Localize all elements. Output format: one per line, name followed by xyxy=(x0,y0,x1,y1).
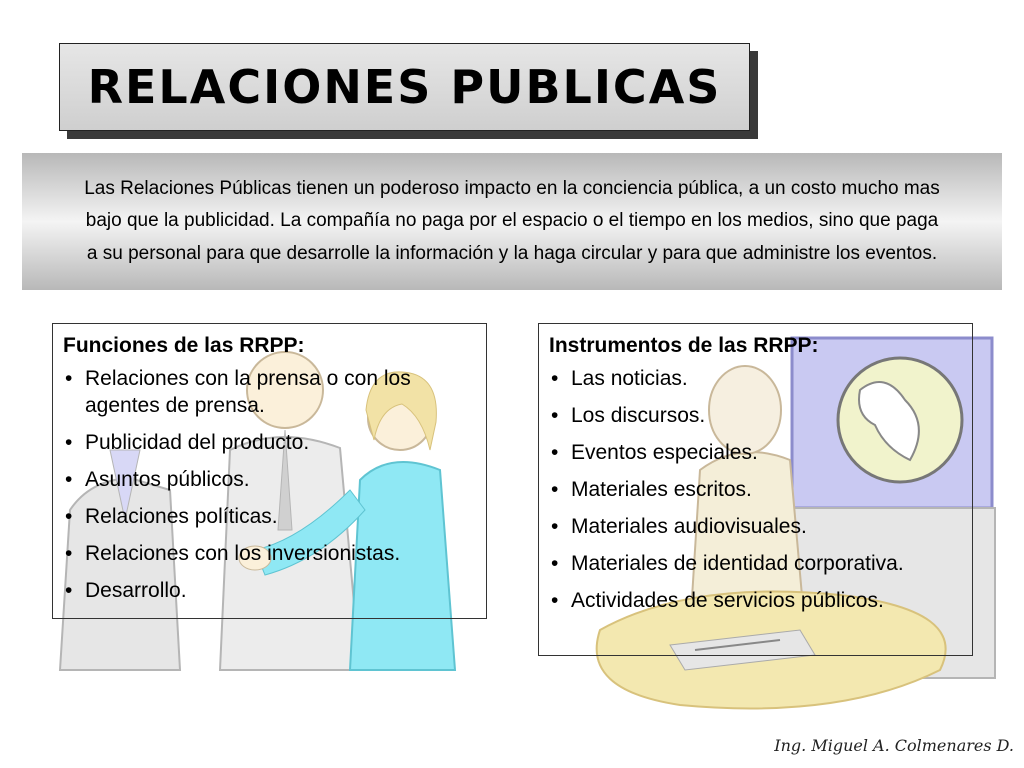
list-item: • Relaciones políticas. xyxy=(63,503,476,530)
list-item: • Relaciones con la prensa o con los agentes de prensa. xyxy=(63,365,476,419)
author-signature: Ing. Miguel A. Colmenares D. xyxy=(774,736,1014,755)
list-item: • Desarrollo. xyxy=(63,577,476,604)
instrumentos-heading: Instrumentos de las RRPP: xyxy=(549,334,819,357)
intro-band xyxy=(22,153,1002,290)
list-item: • Materiales de identidad corporativa. xyxy=(549,550,962,577)
title-box xyxy=(59,43,750,131)
intro-text: Las Relaciones Públicas tienen un poderoso impacto en la conciencia pública, a un costo mucho mas bajo que la publicidad. La compañía no paga por el espacio o el tiempo en los medios, sino que paga a su personal para que desarrolle la información y la haga circular y para que administre los eventos. xyxy=(84,177,940,264)
list-item: • Publicidad del producto. xyxy=(63,429,476,456)
funciones-heading: Funciones de las RRPP: xyxy=(63,334,305,357)
list-item: • Actividades de servicios públicos. xyxy=(549,587,962,614)
funciones-list xyxy=(63,365,476,604)
funciones-panel xyxy=(52,323,487,619)
list-item: • Relaciones con los inversionistas. xyxy=(63,540,476,567)
list-item: • Asuntos públicos. xyxy=(63,466,476,493)
list-item: • Eventos especiales. xyxy=(549,439,962,466)
list-item: • Materiales audiovisuales. xyxy=(549,513,962,540)
list-item: • Las noticias. xyxy=(549,365,962,392)
list-item: • Materiales escritos. xyxy=(549,476,962,503)
instrumentos-panel xyxy=(538,323,973,656)
instrumentos-list xyxy=(549,365,962,614)
list-item: • Los discursos. xyxy=(549,402,962,429)
page-title: RELACIONES PUBLICAS xyxy=(87,60,722,114)
